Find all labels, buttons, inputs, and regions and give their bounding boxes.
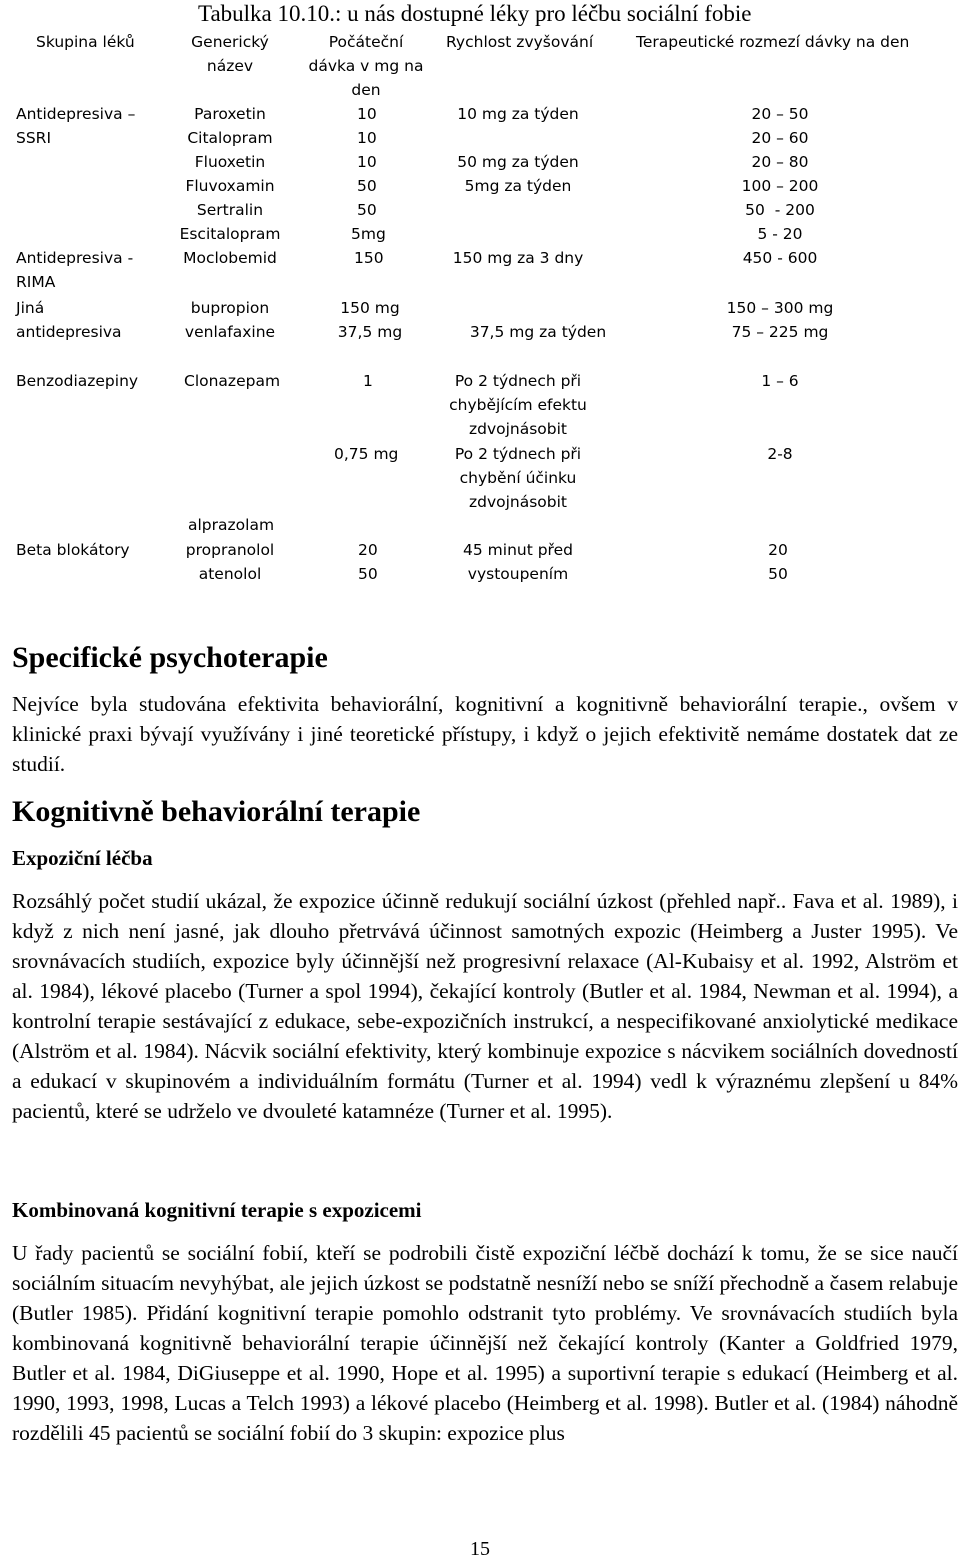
titration-speed: 45 minut před — [463, 541, 573, 559]
drug-name: bupropion — [190, 299, 270, 317]
dose-range: 50 — [768, 565, 788, 583]
start-dose: 0,75 mg — [334, 445, 399, 463]
start-dose: 50 — [358, 565, 378, 583]
dose-range: 20 — [768, 541, 788, 559]
drug-name: Clonazepam — [184, 372, 281, 390]
drug-name: Fluvoxamin — [185, 177, 275, 195]
drug-name: Moclobemid — [183, 249, 277, 267]
titration-speed: 50 mg za týden — [457, 153, 579, 171]
header-start-1: Počáteční — [328, 33, 404, 51]
subsection-heading: Expoziční léčba — [12, 846, 153, 870]
dose-range: 450 - 600 — [742, 249, 818, 267]
titration-speed: vystoupením — [467, 565, 569, 583]
start-dose: 10 — [357, 129, 377, 147]
header-generic-2: název — [206, 57, 254, 75]
section-heading: Specifické psychoterapie — [12, 641, 328, 674]
titration-speed: 10 mg za týden — [457, 105, 579, 123]
dose-range: 20 – 50 — [751, 105, 809, 123]
start-dose: 150 mg — [340, 299, 400, 317]
paragraph: Nejvíce byla studována efektivita behaviorální, kognitivní a kognitivně behaviorální terapie., ovšem v klinické praxi bývají využívány i jiné teoretické přístupy, i když o jejich efektivitě nemáme dostatek dat ze studií. — [12, 692, 958, 776]
titration-speed: zdvojnásobit — [468, 420, 568, 438]
group-ssri-line2: SSRI — [16, 129, 52, 147]
start-dose: 5mg — [351, 225, 386, 243]
group-ssri-line1: Antidepresiva – — [16, 105, 136, 123]
start-dose: 10 — [357, 105, 377, 123]
drug-name: Citalopram — [187, 129, 273, 147]
page-number: 15 — [470, 1538, 490, 1560]
drug-name: Fluoxetin — [194, 153, 266, 171]
start-dose: 10 — [357, 153, 377, 171]
dose-range: 20 – 80 — [751, 153, 809, 171]
start-dose: 50 — [357, 201, 377, 219]
drug-name: Sertralin — [196, 201, 264, 219]
subsection-heading: Kombinovaná kognitivní terapie s expozicemi — [12, 1198, 422, 1222]
header-speed: Rychlost zvyšování — [446, 33, 594, 51]
titration-speed: Po 2 týdnech při — [454, 445, 582, 463]
group-rima-line2: RIMA — [16, 273, 56, 291]
titration-speed: chybějícím efektu — [449, 396, 587, 414]
dose-range: 75 – 225 mg — [731, 323, 829, 341]
dose-range: 20 – 60 — [751, 129, 809, 147]
start-dose: 50 — [357, 177, 377, 195]
dose-range: 100 – 200 — [741, 177, 819, 195]
drug-name: alprazolam — [188, 516, 275, 534]
paragraph: U řady pacientů se sociální fobií, kteří se podrobili čistě expoziční léčbě dochází k tomu, že se sice naučí sociálním situacím nevyhýbat, ale jejich úzkost se podstatně nesníží nebo se sníží přechodně a časem relabuje (Butler 1985). Přidání kognitivní terapie pomohlo odstranit tyto problémy. Ve srovnávacích studiích byla kombinovaná kognitivně behaviorální terapie účinnější než čekající kontroly (Kanter a Goldfried 1979, Butler et al. 1984, DiGiuseppe et al. 1990, Hope et al. 1995) a suportivní terapie s edukací (Heimberg et al. 1990, 1993, 1998, Lucas a Telch 1993) a lékové placebo (Heimberg et al. 1998). Butler et al. (1984) náhodně rozdělili 45 pacientů se sociální fobií do 3 skupin: expozice plus — [12, 1241, 958, 1445]
group-benzodiazepines: Benzodiazepiny — [16, 372, 139, 390]
section-heading: Kognitivně behaviorální terapie — [12, 795, 421, 828]
table-caption: Tabulka 10.10.: u nás dostupné léky pro léčbu sociální fobie — [198, 1, 752, 26]
titration-speed: chybění účinku — [459, 469, 577, 487]
titration-speed: zdvojnásobit — [468, 493, 568, 511]
drug-name: Paroxetin — [194, 105, 266, 123]
group-rima-line1: Antidepresiva - — [16, 249, 134, 267]
dose-range: 5 - 20 — [757, 225, 803, 243]
group-other-line2: antidepresiva — [16, 323, 122, 341]
titration-speed: 37,5 mg za týden — [469, 323, 607, 341]
header-start-2: dávka v mg na — [308, 57, 424, 75]
dose-range: 150 – 300 mg — [726, 299, 834, 317]
titration-speed: 150 mg za 3 dny — [452, 249, 584, 267]
drug-name: propranolol — [185, 541, 275, 559]
header-generic-1: Generický — [191, 33, 269, 51]
start-dose: 20 — [358, 541, 378, 559]
drug-table — [0, 0, 960, 600]
drug-name: venlafaxine — [184, 323, 276, 341]
group-other-line1: Jiná — [16, 299, 45, 317]
header-group: Skupina léků — [36, 33, 135, 51]
start-dose: 150 — [354, 249, 384, 267]
drug-name: Escitalopram — [179, 225, 281, 243]
drug-name: atenolol — [198, 565, 262, 583]
dose-range: 2-8 — [767, 445, 793, 463]
start-dose: 1 — [363, 372, 373, 390]
group-beta-blockers: Beta blokátory — [16, 541, 130, 559]
dose-range: 50 - 200 — [745, 201, 815, 219]
titration-speed: Po 2 týdnech při — [454, 372, 582, 390]
start-dose: 37,5 mg — [337, 323, 403, 341]
header-start-3: den — [351, 81, 381, 99]
titration-speed: 5mg za týden — [464, 177, 572, 195]
header-range: Terapeutické rozmezí dávky na den — [636, 33, 910, 51]
dose-range: 1 – 6 — [761, 372, 799, 390]
paragraph: Rozsáhlý počet studií ukázal, že expozice účinně redukují sociální úzkost (přehled např.. Fava et al. 1989), i když z nich není jasné, jak dlouho přetrvává účinnost samotných expozic (Heimberg a Juster 1995). Ve srovnávacích studiích, expozice byly účinnější než progresivní relaxace (Al-Kubaisy et al. 1992, Alström et al. 1984), lékové placebo (Turner a spol 1994), čekající kontroly (Butler et al. 1984, Newman et al. 1994), a kontrolní terapie sestávající z edukace, sebe-expozičních instrukcí, a nespecifikované anxiolytické medikace (Alström et al. 1984). Nácvik sociální efektivity, který kombinuje expozice s nácvikem sociálních dovedností a edukací v skupinovém a individuálním formátu (Turner et al. 1994) vedl k výraznému zlepšení u 84% pacientů, které se udrželo ve dvouleté katamnéze (Turner et al. 1995). — [12, 889, 958, 1123]
